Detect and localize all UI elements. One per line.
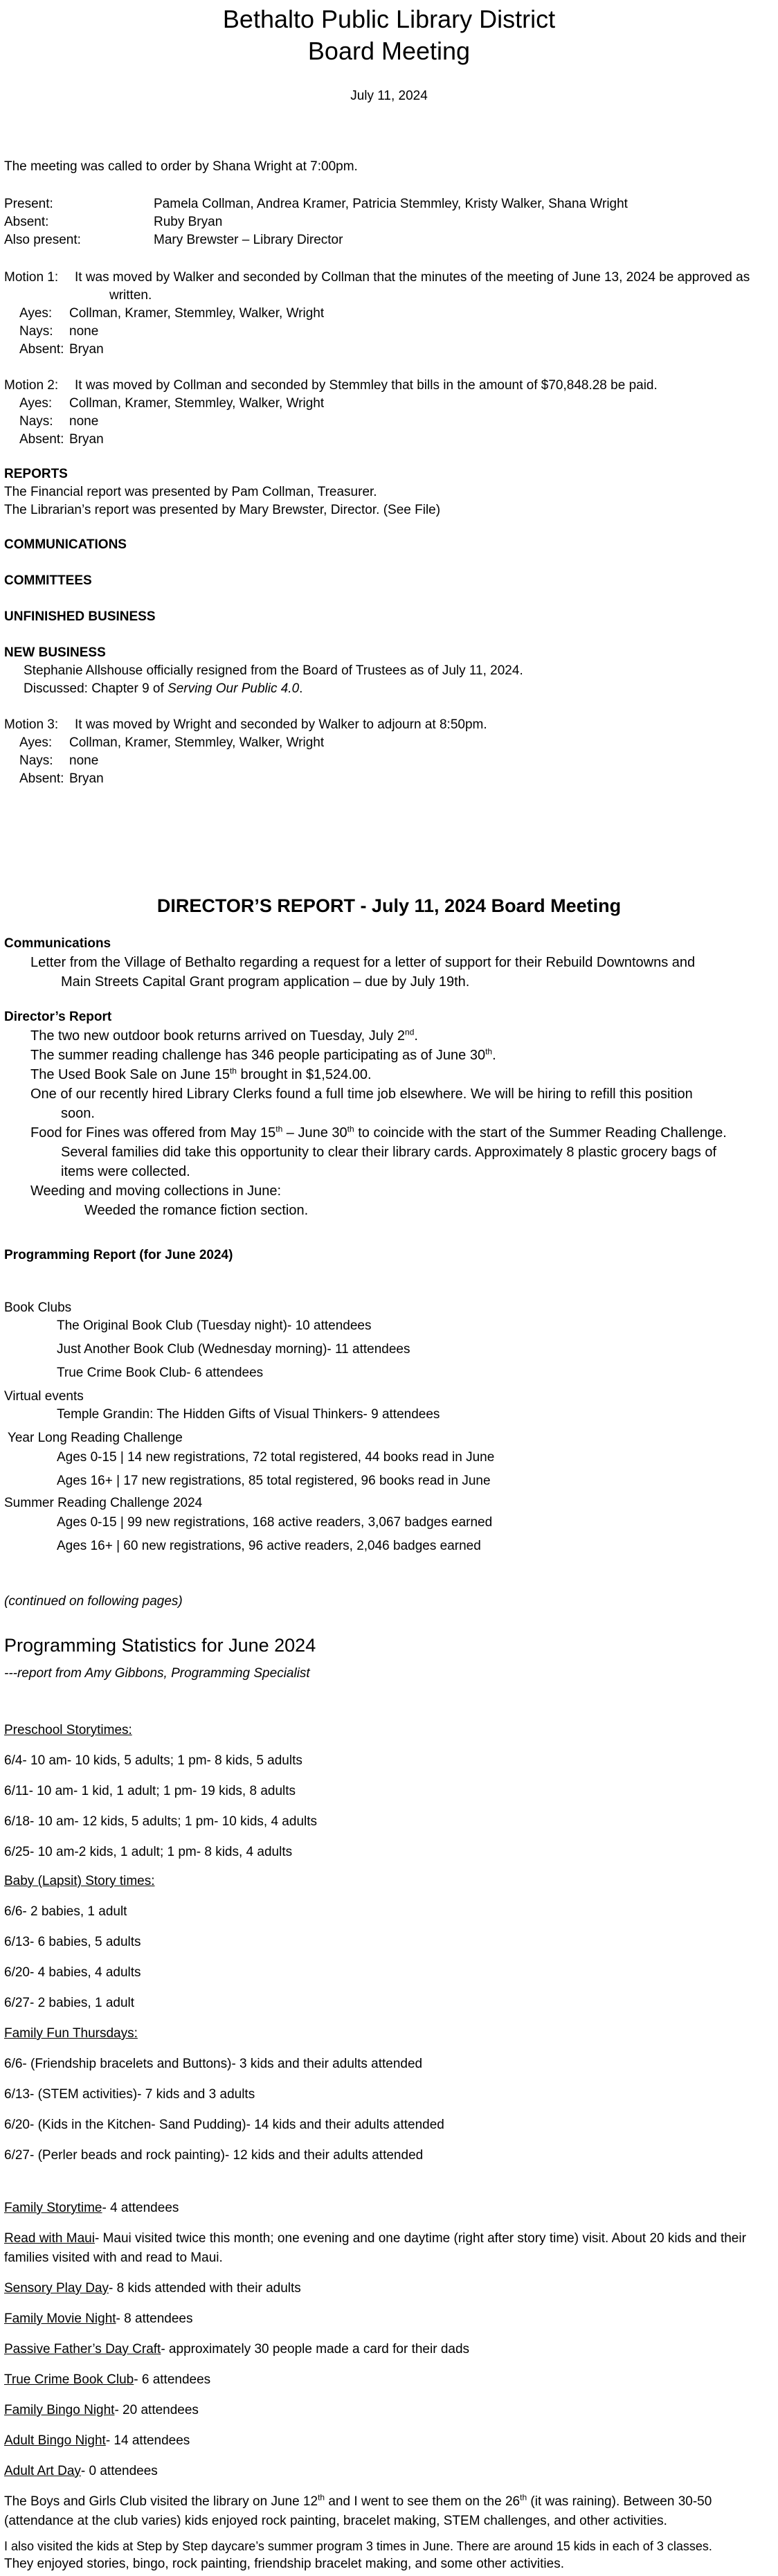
stat-line: 6/27- 2 babies, 1 adult	[4, 1996, 135, 2010]
family-fun-heading: Family Fun Thursdays:	[4, 2026, 138, 2041]
stats-title: Programming Statistics for June 2024	[4, 1635, 316, 1656]
vote-value: Bryan	[69, 432, 104, 447]
vote-label: Absent:	[19, 342, 64, 357]
motion-text: It was moved by Walker and seconded by Collman that the minutes of the meeting of June 13, 2024 be approved as	[75, 270, 750, 285]
report-item: The two new outdoor book returns arrived on Tuesday, July 2nd.	[30, 1027, 418, 1044]
vote-value: Bryan	[69, 771, 104, 786]
stat-line: Family Movie Night- 8 attendees	[4, 2311, 193, 2326]
communications-heading: COMMUNICATIONS	[4, 537, 127, 552]
list-item: True Crime Book Club- 6 attendees	[57, 1366, 264, 1380]
list-item: Ages 16+ | 60 new registrations, 96 active readers, 2,046 badges earned	[57, 1539, 481, 1553]
library-name: Bethalto Public Library District	[222, 5, 556, 33]
stat-line: 6/11- 10 am- 1 kid, 1 adult; 1 pm- 19 kids, 8 adults	[4, 1784, 296, 1798]
list-item: Just Another Book Club (Wednesday morning)- 11 attendees	[57, 1342, 410, 1357]
programming-report-heading: Programming Report (for June 2024)	[4, 1248, 233, 1262]
attendance-value: Mary Brewster – Library Director	[154, 233, 343, 247]
communication-item: Main Streets Capital Grant program application – due by July 19th.	[61, 974, 470, 990]
stat-line: 6/18- 10 am- 12 kids, 5 adults; 1 pm- 10 kids, 4 adults	[4, 1814, 318, 1829]
vote-label: Absent:	[19, 771, 64, 786]
vote-label: Absent:	[19, 432, 64, 447]
stats-byline: ---report from Amy Gibbons, Programming Specialist	[4, 1666, 310, 1681]
stat-line: 6/4- 10 am- 10 kids, 5 adults; 1 pm- 8 kids, 5 adults	[4, 1753, 302, 1768]
vote-value: Collman, Kramer, Stemmley, Walker, Wright	[69, 396, 325, 411]
list-item: Ages 16+ | 17 new registrations, 85 total registered, 96 books read in June	[57, 1474, 491, 1488]
meeting-date: July 11, 2024	[350, 89, 428, 103]
attendance-label: Also present:	[4, 233, 81, 247]
attendance-value: Pamela Collman, Andrea Kramer, Patricia Stemmley, Kristy Walker, Shana Wright	[154, 197, 628, 211]
section-label: Book Clubs	[4, 1300, 72, 1315]
stat-line: 6/13- (STEM activities)- 7 kids and 3 adults	[4, 2087, 255, 2102]
reports-heading: REPORTS	[4, 467, 68, 481]
outreach-text: They enjoyed stories, bingo, rock painting, friendship bracelet making, and some other activities.	[4, 2557, 564, 2571]
stat-line: families visited with and read to Maui.	[4, 2251, 223, 2265]
stat-line: 6/13- 6 babies, 5 adults	[4, 1935, 141, 1949]
baby-heading: Baby (Lapsit) Story times:	[4, 1874, 155, 1888]
continued-note: (continued on following pages)	[4, 1594, 183, 1609]
motion-label: Motion 2:	[4, 378, 59, 393]
financial-report: The Financial report was presented by Pam Collman, Treasurer.	[4, 485, 377, 499]
motion-text: written.	[109, 288, 152, 303]
vote-label: Ayes:	[19, 306, 53, 321]
section-label: Year Long Reading Challenge	[4, 1431, 183, 1445]
attendance-label: Present:	[4, 197, 53, 211]
list-item: Temple Grandin: The Hidden Gifts of Visual Thinkers- 9 attendees	[57, 1407, 440, 1422]
stat-line: Adult Bingo Night- 14 attendees	[4, 2433, 190, 2448]
preschool-heading: Preschool Storytimes:	[4, 1723, 132, 1737]
attendance-value: Ruby Bryan	[154, 215, 223, 229]
section-label: Virtual events	[4, 1389, 84, 1404]
vote-label: Ayes:	[19, 396, 53, 411]
report-item: Weeding and moving collections in June:	[30, 1183, 282, 1199]
new-business-item: Discussed: Chapter 9 of Serving Our Public 4.0.	[24, 681, 303, 696]
stat-line: 6/25- 10 am-2 kids, 1 adult; 1 pm- 8 kids, 4 adults	[4, 1845, 293, 1859]
stat-line: 6/6- (Friendship bracelets and Buttons)- 3 kids and their adults attended	[4, 2057, 423, 2071]
stat-line: True Crime Book Club- 6 attendees	[4, 2372, 211, 2387]
stat-line: Passive Father’s Day Craft- approximately 30 people made a card for their dads	[4, 2342, 470, 2356]
report-item: soon.	[61, 1106, 95, 1121]
meeting-title: Board Meeting	[307, 37, 471, 65]
outreach-text: (attendance at the club varies) kids enjoyed rock painting, bracelet making, STEM challenges, and other activities.	[4, 2514, 667, 2528]
report-item: The summer reading challenge has 346 people participating as of June 30th.	[30, 1046, 496, 1063]
report-item: Food for Fines was offered from May 15th – June 30th to coincide with the start of the Summer Reading Challenge.	[30, 1124, 727, 1141]
section-label: Summer Reading Challenge 2024	[4, 1496, 203, 1510]
director-report-title: DIRECTOR’S REPORT - July 11, 2024 Board Meeting	[156, 895, 622, 916]
stat-line: 6/20- (Kids in the Kitchen- Sand Pudding)- 14 kids and their adults attended	[4, 2118, 444, 2132]
report-item: Weeded the romance fiction section.	[84, 1203, 309, 1218]
vote-label: Nays:	[19, 414, 53, 429]
list-item: Ages 0-15 | 99 new registrations, 168 active readers, 3,067 badges earned	[57, 1515, 493, 1530]
communication-item: Letter from the Village of Bethalto regarding a request for a letter of support for their Rebuild Downtowns and	[30, 955, 696, 970]
vote-value: Collman, Kramer, Stemmley, Walker, Wright	[69, 735, 325, 750]
motion-label: Motion 3:	[4, 717, 59, 732]
stat-line: 6/6- 2 babies, 1 adult	[4, 1904, 127, 1919]
new-business-heading: NEW BUSINESS	[4, 645, 106, 660]
directors-report-subheading: Director’s Report	[4, 1010, 112, 1024]
stat-line: Adult Art Day- 0 attendees	[4, 2464, 158, 2478]
vote-label: Nays:	[19, 753, 53, 768]
vote-label: Nays:	[19, 324, 53, 339]
report-item: Several families did take this opportunity to clear their library cards. Approximately 8 plastic grocery bags of	[61, 1145, 717, 1160]
vote-value: none	[69, 414, 99, 429]
committees-heading: COMMITTEES	[4, 573, 92, 588]
attendance-label: Absent:	[4, 215, 49, 229]
list-item: Ages 0-15 | 14 new registrations, 72 total registered, 44 books read in June	[57, 1450, 495, 1465]
motion-text: It was moved by Wright and seconded by Walker to adjourn at 8:50pm.	[75, 717, 487, 732]
stat-line: Family Storytime- 4 attendees	[4, 2201, 179, 2215]
report-item: One of our recently hired Library Clerks found a full time job elsewhere. We will be hiring to refill this position	[30, 1086, 693, 1102]
stat-line: Read with Maui- Maui visited twice this month; one evening and one daytime (right after story time) visit. About 20 kids and their	[4, 2231, 746, 2246]
stat-line: Family Bingo Night- 20 attendees	[4, 2403, 199, 2417]
vote-value: Bryan	[69, 342, 104, 357]
report-item: items were collected.	[61, 1164, 190, 1179]
outreach-text: The Boys and Girls Club visited the library on June 12th and I went to see them on the 26th (it was raining). Between 30-50	[4, 2492, 712, 2509]
vote-value: none	[69, 753, 99, 768]
stat-line: 6/20- 4 babies, 4 adults	[4, 1965, 141, 1980]
outreach-text: I also visited the kids at Step by Step daycare’s summer program 3 times in June. There are around 15 kids in each of 3 classes.	[4, 2539, 712, 2553]
call-to-order: The meeting was called to order by Shana Wright at 7:00pm.	[4, 159, 358, 174]
communications-subheading: Communications	[4, 936, 111, 951]
unfinished-business-heading: UNFINISHED BUSINESS	[4, 609, 156, 624]
list-item: The Original Book Club (Tuesday night)- 10 attendees	[57, 1318, 372, 1333]
stat-line: Sensory Play Day- 8 kids attended with their adults	[4, 2281, 301, 2296]
book-title: Serving Our Public 4.0	[168, 681, 300, 696]
vote-value: none	[69, 324, 99, 339]
motion-text: It was moved by Collman and seconded by Stemmley that bills in the amount of $70,848.28 be paid.	[75, 378, 658, 393]
librarian-report: The Librarian’s report was presented by Mary Brewster, Director. (See File)	[4, 503, 441, 517]
vote-value: Collman, Kramer, Stemmley, Walker, Wright	[69, 306, 325, 321]
vote-label: Ayes:	[19, 735, 53, 750]
report-item: The Used Book Sale on June 15th brought in $1,524.00.	[30, 1066, 372, 1082]
new-business-item: Stephanie Allshouse officially resigned from the Board of Trustees as of July 11, 2024.	[24, 663, 523, 678]
stat-line: 6/27- (Perler beads and rock painting)- 12 kids and their adults attended	[4, 2148, 424, 2163]
motion-label: Motion 1:	[4, 270, 59, 285]
